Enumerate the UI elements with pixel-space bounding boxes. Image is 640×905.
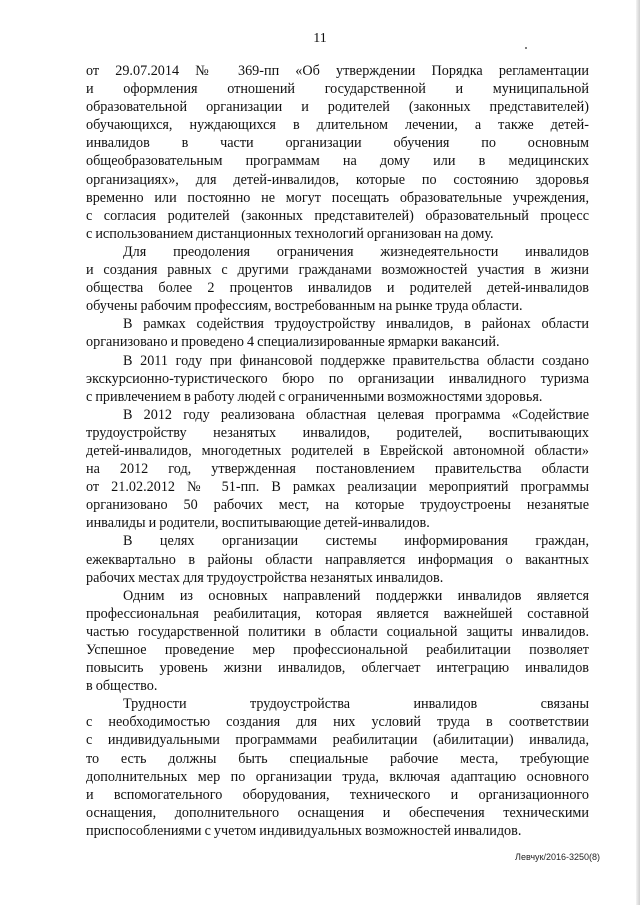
text-line: на 2012 год, утвержденная постановлением правительства области bbox=[86, 461, 589, 478]
text-line: временно или постоянно не могут посещать образовательные учреждения, bbox=[86, 189, 589, 206]
scan-speck bbox=[525, 47, 527, 49]
text-line: дополнительных мер по организации труда, включая адаптацию основного bbox=[86, 768, 589, 785]
text-line: и создания равных с другими гражданами возможностей участия в жизни bbox=[86, 262, 589, 279]
text-line: инвалидов в части организации обучения по основным bbox=[86, 135, 589, 152]
text-line: организациях», для детей-инвалидов, которые по состоянию здоровья bbox=[86, 171, 589, 188]
text-line: Одним из основных направлений поддержки инвалидов является bbox=[123, 587, 589, 604]
text-line: Для преодоления ограничения жизнедеятельности инвалидов bbox=[123, 243, 589, 260]
paragraph bbox=[86, 406, 589, 533]
text-line: В целях организации системы информирования граждан, bbox=[123, 533, 589, 550]
text-line: инвалиды и родители, воспитывающие детей-инвалидов. bbox=[86, 515, 430, 532]
paragraph bbox=[86, 587, 589, 696]
text-line: и вспомогательного оборудования, технического и организационного bbox=[86, 786, 589, 803]
text-line: и оформления отношений государственной и муниципальной bbox=[86, 81, 589, 98]
document-body bbox=[86, 62, 589, 840]
text-line: с индивидуальными программами реабилитации (абилитации) инвалида, bbox=[86, 732, 589, 749]
text-line: обучены рабочим профессиям, востребованным на рынке труда области. bbox=[86, 298, 523, 315]
scan-edge-shadow bbox=[636, 0, 640, 905]
text-line: В 2011 году при финансовой поддержке правительства области создано bbox=[123, 352, 589, 369]
text-line: с необходимостью создания для них условий труда в соответствии bbox=[86, 714, 589, 731]
text-line: Трудности трудоустройства инвалидов связаны bbox=[123, 696, 589, 713]
text-line: с согласия родителей (законных представителей) образовательный процесс bbox=[86, 207, 589, 224]
text-line: с привлечением в работу людей с ограниченными возможностями здоровья. bbox=[86, 388, 543, 405]
paragraph bbox=[86, 62, 589, 243]
document-reference-code: Левчук/2016-3250(8) bbox=[515, 852, 600, 862]
text-line: с использованием дистанционных технологий организован на дому. bbox=[86, 225, 494, 242]
text-line: образовательной организации и родителей (законных представителей) bbox=[86, 99, 589, 116]
text-line: в общество. bbox=[86, 678, 158, 695]
text-line: организовано и проведено 4 специализированные ярмарки вакансий. bbox=[86, 334, 500, 351]
paragraph bbox=[86, 243, 589, 315]
text-line: рабочих местах для трудоустройства незанятых инвалидов. bbox=[86, 569, 444, 586]
text-line: повысить уровень жизни инвалидов, облегчает интеграцию инвалидов bbox=[86, 660, 589, 677]
text-line: профессиональная реабилитация, которая является важнейшей составной bbox=[86, 605, 589, 622]
text-line: обучающихся, нуждающихся в длительном лечении, а также детей- bbox=[86, 117, 589, 134]
paragraph bbox=[86, 315, 589, 351]
paragraph bbox=[86, 352, 589, 406]
text-line: ежеквартально в районы области направляется информация о вакантных bbox=[86, 551, 589, 568]
text-line: от 29.07.2014 № 369-пп «Об утверждении Порядка регламентации bbox=[86, 63, 589, 79]
text-line: Успешное проведение мер профессиональной реабилитации позволяет bbox=[86, 642, 589, 658]
text-line: приспособлениями с учетом индивидуальных возможностей инвалидов. bbox=[86, 822, 522, 839]
text-line: экскурсионно-туристического бюро по организации инвалидного туризма bbox=[86, 370, 589, 387]
text-line: организовано 50 рабочих мест, на которые трудоустроены незанятые bbox=[86, 497, 589, 514]
text-line: общества более 2 процентов инвалидов и родителей детей-инвалидов bbox=[86, 280, 589, 297]
paragraph bbox=[86, 532, 589, 586]
text-line: В 2012 году реализована областная целевая программа «Содействие bbox=[123, 406, 589, 423]
text-line: общеобразовательным программам на дому или в медицинских bbox=[86, 153, 589, 170]
text-line: В рамках содействия трудоустройству инвалидов, в районах области bbox=[123, 316, 589, 333]
page-number: 11 bbox=[313, 31, 327, 46]
paragraph bbox=[86, 695, 589, 840]
text-line: от 21.02.2012 № 51-пп. В рамках реализации мероприятий программы bbox=[86, 479, 589, 496]
text-line: трудоустройству незанятых инвалидов, родителей, воспитывающих bbox=[86, 424, 589, 441]
text-line: частью государственной политики в области социальной защиты инвалидов. bbox=[86, 623, 589, 640]
text-line: оснащения, дополнительного оснащения и обеспечения техническими bbox=[86, 804, 589, 821]
text-line: детей-инвалидов, многодетных родителей в Еврейской автономной области» bbox=[86, 442, 589, 459]
text-line: то есть должны быть специальные рабочие места, требующие bbox=[86, 750, 589, 767]
